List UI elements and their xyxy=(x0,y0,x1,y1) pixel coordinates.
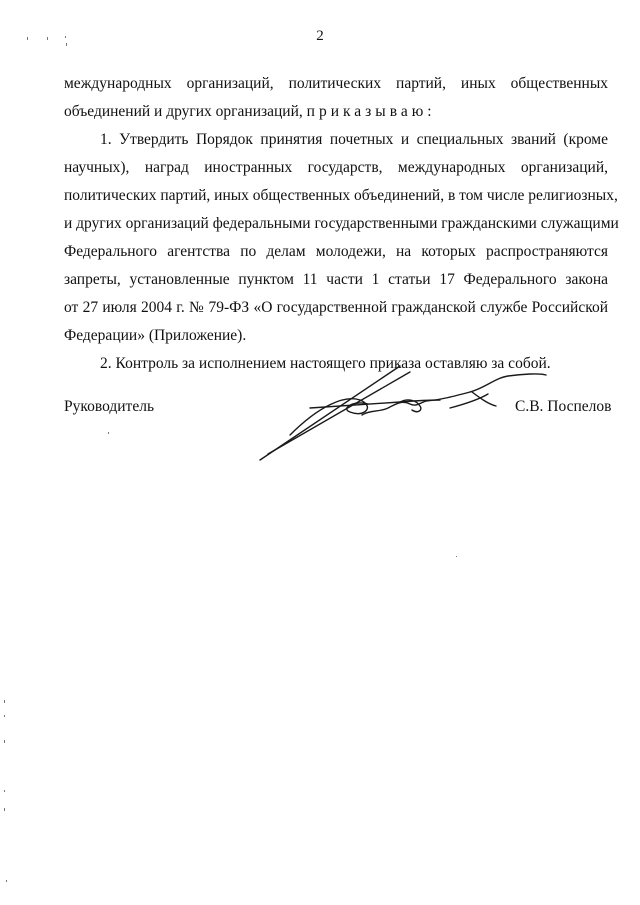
item2-paragraph: 2. Контроль за исполнением настоящего приказа оставляю за собой. xyxy=(100,355,551,372)
intro-line-2-start: объединений и других организаций, xyxy=(64,103,307,120)
item1-line-2: научных), наград иностранных государств, международных организаций, xyxy=(64,159,608,176)
intro-line-2-end: : xyxy=(427,103,432,120)
signatory-name: С.В. Поспелов xyxy=(515,398,612,415)
document-body xyxy=(64,70,619,378)
signatory-title: Руководитель xyxy=(64,398,155,415)
item1-line-6: запреты, установленные пунктом 11 части 1 статьи 17 Федерального закона xyxy=(64,271,608,288)
item1-line-3: политических партий, иных общественных объединений, в том числе религиозных, xyxy=(64,187,618,204)
intro-line-2 xyxy=(64,98,608,126)
handwritten-signature xyxy=(250,360,550,465)
page-number: 2 xyxy=(316,28,324,44)
item1-line-5: Федерального агентства по делам молодежи, на которых распространяются xyxy=(64,243,608,260)
order-keyword: приказываю xyxy=(306,103,428,120)
item1-line-4: и других организаций федеральными государственными гражданскими служащими xyxy=(64,215,619,232)
item1-line-1: 1. Утвердить Порядок принятия почетных и специальных званий (кроме xyxy=(100,131,608,148)
signature-block xyxy=(0,360,640,470)
item1-line-7: от 27 июля 2004 г. № 79-ФЗ «О государственной гражданской службе Российской xyxy=(64,299,608,316)
intro-line-1: международных организаций, политических партий, иных общественных xyxy=(64,75,608,92)
item1-line-8: Федерации» (Приложение). xyxy=(64,327,247,344)
